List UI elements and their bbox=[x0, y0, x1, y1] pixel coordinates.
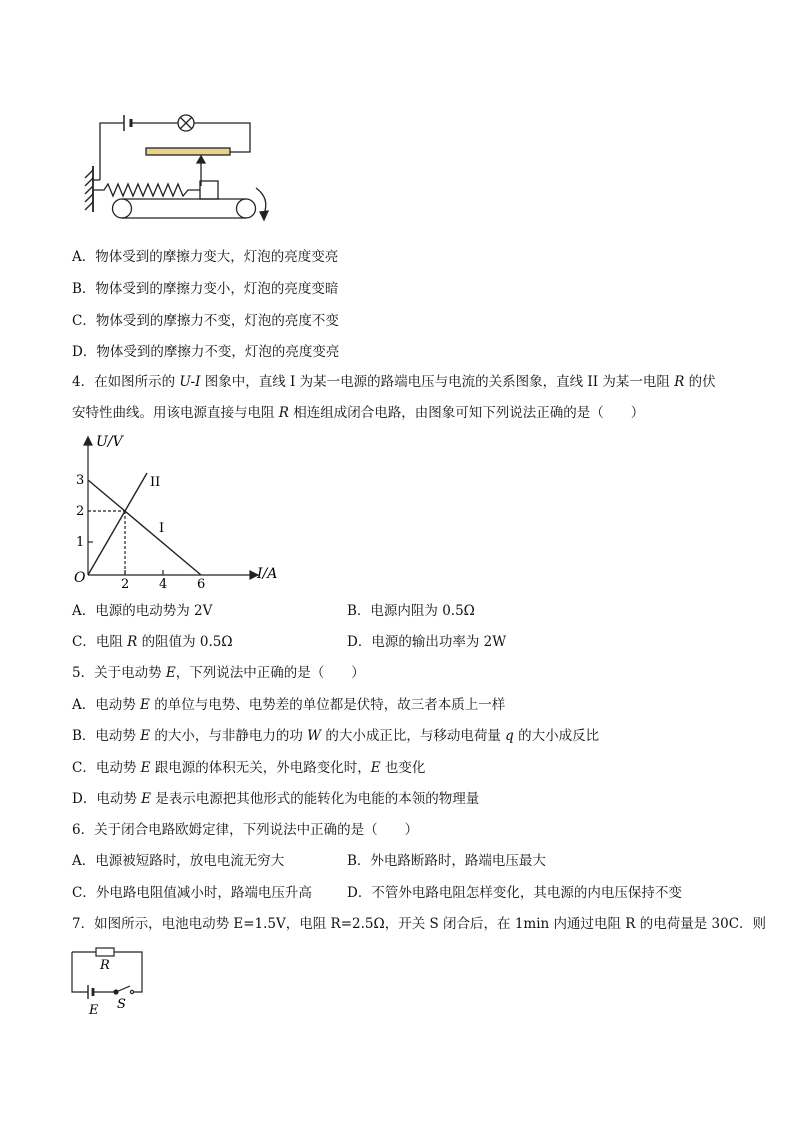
y-tick-1: 1 bbox=[76, 535, 85, 550]
q5-option-d: D．电动势 E 是表示电源把其他形式的能转化为电能的本领的物理量 bbox=[72, 791, 480, 807]
q4-stem-line2: 安特性曲线。用该电源直接与电阻 R 相连组成闭合电路，由图象可知下列说法正确的是（ ） bbox=[72, 405, 645, 421]
y-axis-label: U/V bbox=[96, 434, 123, 450]
ui-graph bbox=[70, 430, 290, 590]
q4-option-b: B．电源内阻为 0.5Ω bbox=[347, 603, 475, 619]
q6-option-c: C．外电路电阻值减小时，路端电压升高 bbox=[72, 885, 312, 901]
q4-option-c: C．电阻 R 的阻值为 0.5Ω bbox=[72, 634, 233, 650]
q5-option-a: A．电动势 E 的单位与电势、电势差的单位都是伏特，故三者本质上一样 bbox=[72, 697, 506, 713]
q4-stem-line1: 4．在如图所示的 U-I 图象中，直线 I 为某一电源的路端电压与电流的关系图象，直线 II 为某一电阻 R 的伏 bbox=[72, 374, 716, 390]
friction-circuit-diagram bbox=[78, 108, 278, 223]
q3-option-a: A．物体受到的摩擦力变大，灯泡的亮度变亮 bbox=[72, 249, 339, 265]
q3-option-d: D．物体受到的摩擦力不变，灯泡的亮度变亮 bbox=[72, 344, 340, 360]
x-tick-6: 6 bbox=[197, 577, 206, 590]
q6-option-b: B．外电路断路时，路端电压最大 bbox=[347, 853, 546, 869]
q7-label-R: R bbox=[100, 958, 110, 973]
q6-option-a: A．电源被短路时，放电电流无穷大 bbox=[72, 853, 285, 869]
x-tick-2: 2 bbox=[121, 577, 130, 590]
line-I-label: I bbox=[159, 521, 165, 536]
q4-option-d: D．电源的输出功率为 2W bbox=[347, 634, 507, 650]
q6-stem: 6．关于闭合电路欧姆定律，下列说法中正确的是（ ） bbox=[72, 822, 419, 838]
q5-option-c: C．电动势 E 跟电源的体积无关，外电路变化时，E 也变化 bbox=[72, 760, 426, 776]
q5-stem: 5．关于电动势 E，下列说法中正确的是（ ） bbox=[72, 665, 365, 681]
q4-option-a: A．电源的电动势为 2V bbox=[72, 603, 213, 619]
x-axis-label: I/A bbox=[257, 566, 278, 582]
x-tick-4: 4 bbox=[159, 577, 168, 590]
y-tick-3: 3 bbox=[76, 473, 85, 488]
line-II-label: II bbox=[150, 475, 161, 490]
q6-option-d: D．不管外电路电阻怎样变化，其电源的内电压保持不变 bbox=[347, 885, 682, 901]
q7-label-E: E bbox=[89, 1003, 99, 1018]
q5-option-b: B．电动势 E 的大小，与非静电力的功 W 的大小成正比，与移动电荷量 q 的大小成反比 bbox=[72, 728, 600, 744]
q7-stem: 7．如图所示，电池电动势 E=1.5V，电阻 R=2.5Ω，开关 S 闭合后，在 1min 内通过电阻 R 的电荷量是 30C．则 bbox=[72, 916, 767, 932]
q7-label-S: S bbox=[117, 997, 126, 1012]
q3-option-b: B．物体受到的摩擦力变小，灯泡的亮度变暗 bbox=[72, 281, 339, 297]
q3-option-c: C．物体受到的摩擦力不变，灯泡的亮度不变 bbox=[72, 313, 339, 329]
q7-circuit-diagram bbox=[66, 938, 156, 1020]
origin-label: O bbox=[74, 570, 86, 586]
y-tick-2: 2 bbox=[76, 504, 85, 519]
line-I bbox=[88, 480, 201, 575]
